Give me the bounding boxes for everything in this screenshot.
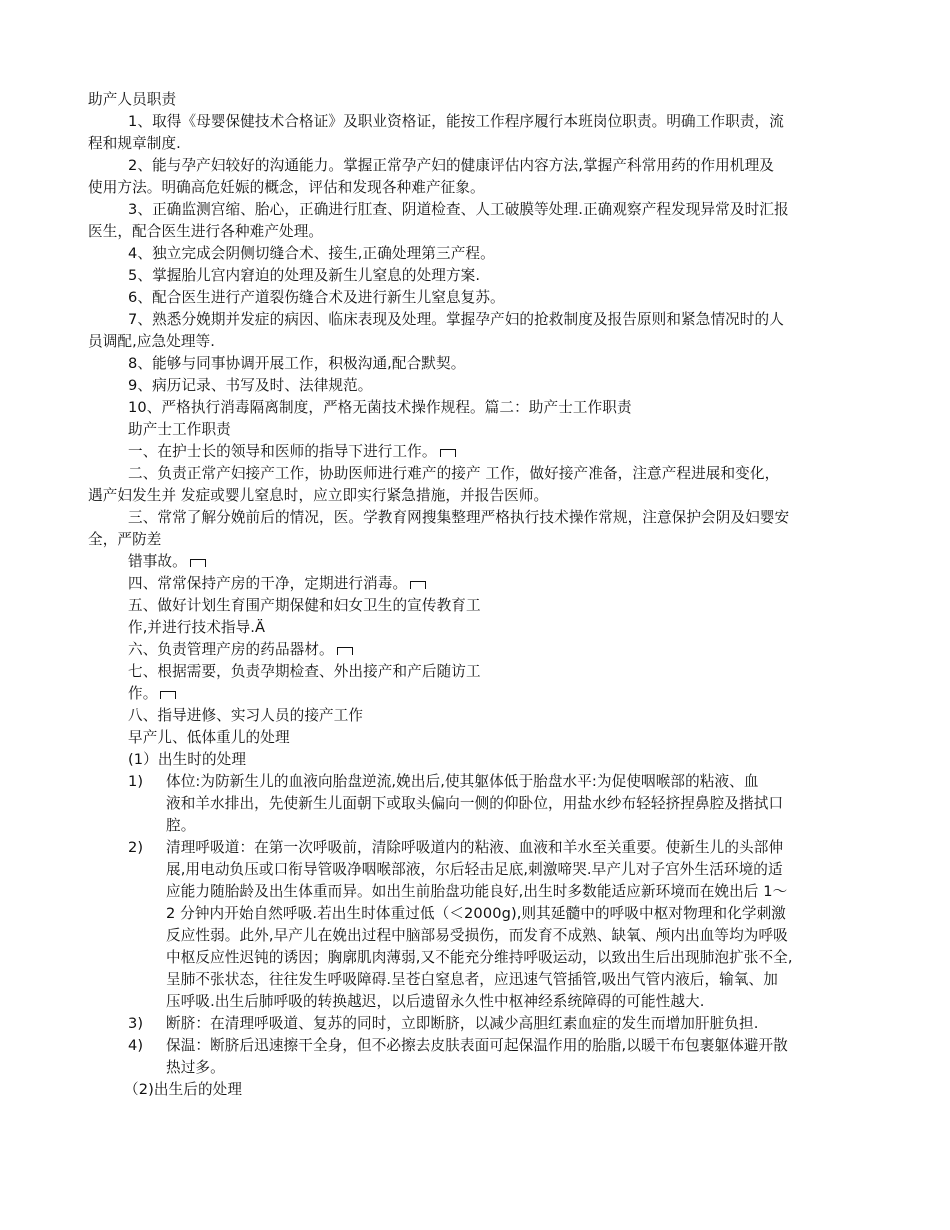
item-line: 清理呼吸道：在第一次呼吸前，清除呼吸道内的粘液、血液和羊水至关重要。使新生儿的头部伸 <box>166 839 784 856</box>
duty-line: 医生，配合医生进行各种难产处理。 <box>88 223 324 240</box>
item-line: 液和羊水排出，先使新生儿面朝下或取头偏向一侧的仰卧位，用盐水纱布轻轻挤捏鼻腔及揩拭口 <box>166 795 784 812</box>
section2-line: 作。 <box>128 683 176 705</box>
section2-line: 七、根据需要，负责孕期检查、外出接产和产后随访工 <box>128 663 481 680</box>
item-line: 保温：断脐后迅速擦干全身，但不必擦去皮肤表面可起保温作用的胎脂,以暖干布包裹躯体避开散 <box>166 1037 788 1054</box>
duty-line: 员调配,应急处理等. <box>88 333 216 350</box>
section2-line: 一、在护士长的领导和医师的指导下进行工作。 <box>128 441 456 463</box>
item-line: 热过多。 <box>166 1059 225 1076</box>
section2-line: 四、常常保持产房的干净，定期进行消毒。 <box>128 573 426 595</box>
duty-line: 程和规章制度. <box>88 135 181 152</box>
bracket-mark-icon <box>440 449 456 457</box>
item-line: 体位:为防新生儿的血液向胎盘逆流,娩出后,使其躯体低于胎盘水平:为促使咽喉部的粘液、血 <box>166 773 759 790</box>
bracket-mark-icon <box>410 581 426 589</box>
duty-line: 2、能与孕产妇较好的沟通能力。掌握正常孕产妇的健康评估内容方法,掌握产科常用药的作用机理及 <box>128 157 774 174</box>
item-line: 压呼吸.出生后肺呼吸的转换越迟，以后遗留永久性中枢神经系统障碍的可能性越大. <box>166 993 705 1010</box>
item-line: 断脐：在清理呼吸道、复苏的同时，立即断脐，以减少高胆红素血症的发生而增加肝脏负担. <box>166 1015 759 1032</box>
section2-line: 遇产妇发生并 发症或婴儿窒息时，应立即实行紧急措施，并报告医师。 <box>88 487 549 504</box>
item-line: 展,用电动负压或口衔导管吸净咽喉部液，尔后轻击足底,刺激啼哭.早产儿对子宫外生活环境的适 <box>166 861 783 878</box>
duty-line: 7、熟悉分娩期并发症的病因、临床表现及处理。掌握孕产妇的抢救制度及报告原则和紧急情况时的人 <box>128 311 784 328</box>
bracket-mark-icon <box>190 559 206 567</box>
section2-line: 五、做好计划生育围产期保健和妇女卫生的宣传教育工 <box>128 597 481 614</box>
item-number: 4) <box>128 1037 144 1054</box>
doc-title: 助产人员职责 <box>88 91 177 108</box>
duty-line: 3、正确监测宫缩、胎心，正确进行肛查、阴道检查、人工破膜等处理.正确观察产程发现异常及时汇报 <box>128 201 789 218</box>
section3-title: （2)出生后的处理 <box>124 1081 243 1098</box>
item-number: 2) <box>128 839 144 856</box>
item-line: 反应性弱。此外,早产儿在娩出过程中脑部易受损伤，而发育不成熟、缺氧、颅内出血等均为呼吸 <box>166 927 788 944</box>
item-line: 应能力随胎龄及出生体重而异。如出生前胎盘功能良好,出生时多数能适应新环境而在娩出后 1～ <box>166 883 788 900</box>
section2-line: 六、负责管理产房的药品器材。 <box>128 639 353 661</box>
item-line: 腔。 <box>166 817 196 834</box>
section2-line: 三、常常了解分娩前后的情况，医。学教育网搜集整理严格执行技术操作常规，注意保护会阴及妇婴安 <box>128 509 790 526</box>
bracket-mark-icon <box>160 691 176 699</box>
duty-line: 1、取得《母婴保健技术合格证》及职业资格证，能按工作程序履行本班岗位职责。明确工作职责，流 <box>128 113 784 130</box>
section2-line: 八、指导进修、实习人员的接产工作 <box>128 707 364 724</box>
duty-line: 5、掌握胎儿宫内窘迫的处理及新生儿窒息的处理方案. <box>128 267 481 284</box>
duty-line: 9、病历记录、书写及时、法律规范。 <box>128 377 373 394</box>
duty-line: 8、能够与同事协调开展工作，积极沟通,配合默契。 <box>128 355 466 372</box>
item-number: 3) <box>128 1015 144 1032</box>
duty-line: 10、严格执行消毒隔离制度，严格无菌技术操作规程。篇二：助产士工作职责 <box>128 399 632 416</box>
section2-line: (1）出生时的处理 <box>128 751 247 768</box>
item-line: 2 分钟内开始自然呼吸.若出生时体重过低（＜2000g),则其延髓中的呼吸中枢对物理和化学刺激 <box>166 905 786 922</box>
item-number: 1) <box>128 773 144 790</box>
section2-line: 作,并进行技术指导.Ä <box>128 619 266 636</box>
duty-line: 6、配合医生进行产道裂伤缝合术及进行新生儿窒息复苏。 <box>128 289 505 306</box>
section2-line: 错事故。 <box>128 551 206 573</box>
section2-line: 早产儿、低体重儿的处理 <box>128 729 290 746</box>
section2-line: 二、负责正常产妇接产工作，协助医师进行难产的接产 工作，做好接产准备，注意产程进展和变化， <box>128 465 780 482</box>
section2-title: 助产士工作职责 <box>128 421 231 438</box>
duty-line: 使用方法。明确高危妊娠的概念，评估和发现各种难产征象。 <box>88 179 485 196</box>
duty-line: 4、独立完成会阴侧切缝合术、接生,正确处理第三产程。 <box>128 245 495 262</box>
section2-line: 全，严防差 <box>88 531 162 548</box>
item-line: 呈肺不张状态，往往发生呼吸障碍.呈苍白窒息者，应迅速气管插管,吸出气管内液后，输氧、加 <box>166 971 778 988</box>
bracket-mark-icon <box>337 647 353 655</box>
item-line: 中枢反应性迟钝的诱因；胸廓肌肉薄弱,又不能充分维持呼吸运动，以致出生后出现肺泡扩张不全, <box>166 949 793 966</box>
